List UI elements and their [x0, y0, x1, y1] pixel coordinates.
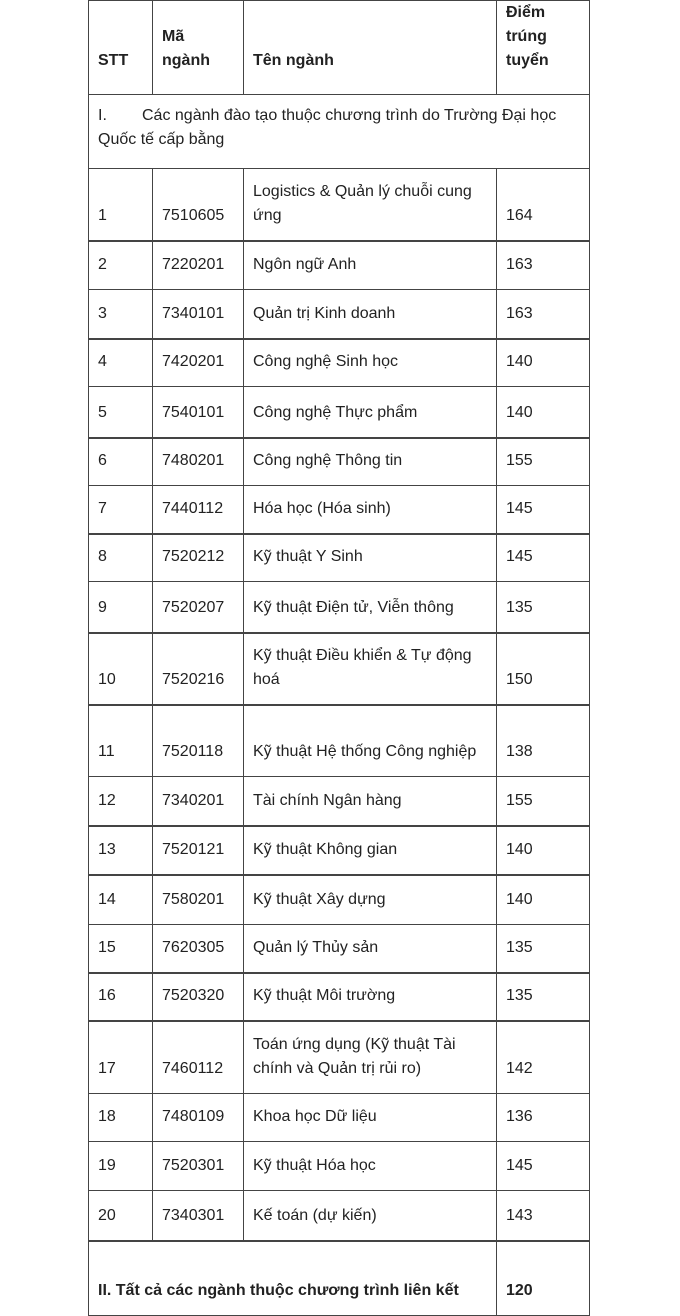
table-row: [89, 1021, 590, 1094]
stt-cell: 19: [89, 1142, 153, 1191]
diem-cell: 140: [497, 826, 590, 875]
ten-nganh-cell: Logistics & Quản lý chuỗi cung ứng: [244, 169, 497, 241]
stt-cell: 11: [89, 705, 153, 777]
stt-cell: 6: [89, 438, 153, 486]
table-row: [89, 777, 590, 826]
ma-nganh-cell: 7580201: [153, 875, 244, 925]
section-1-row: [89, 95, 590, 169]
ma-nganh-cell: 7540101: [153, 387, 244, 438]
header-stt: STT: [89, 1, 153, 95]
stt-cell: 8: [89, 534, 153, 582]
table-row: [89, 925, 590, 973]
ten-nganh-cell: Tài chính Ngân hàng: [244, 777, 497, 826]
ten-nganh-cell: Quản lý Thủy sản: [244, 925, 497, 973]
ma-nganh-cell: 7220201: [153, 241, 244, 290]
section-1-title: Các ngành đào tạo thuộc chương trình do Trường Đại học Quốc tế cấp bằng: [98, 107, 557, 148]
stt-cell: 13: [89, 826, 153, 875]
table-row: [89, 290, 590, 339]
diem-cell: 142: [497, 1021, 590, 1094]
ten-nganh-cell: Kỹ thuật Môi trường: [244, 973, 497, 1021]
ten-nganh-cell: Kỹ thuật Điều khiển & Tự động hoá: [244, 633, 497, 705]
stt-cell: 17: [89, 1021, 153, 1094]
diem-cell: 150: [497, 633, 590, 705]
diem-cell: 155: [497, 438, 590, 486]
table-row: [89, 438, 590, 486]
table-row: [89, 1191, 590, 1241]
admission-score-table: [88, 0, 590, 1316]
ten-nganh-cell: Khoa học Dữ liệu: [244, 1094, 497, 1142]
ma-nganh-cell: 7520212: [153, 534, 244, 582]
stt-cell: 12: [89, 777, 153, 826]
ma-nganh-cell: 7340101: [153, 290, 244, 339]
diem-cell: 140: [497, 387, 590, 438]
diem-cell: 163: [497, 241, 590, 290]
table-header-row: [89, 1, 590, 95]
section-2-score: 120: [497, 1241, 590, 1316]
ten-nganh-cell: Quản trị Kinh doanh: [244, 290, 497, 339]
stt-cell: 10: [89, 633, 153, 705]
ma-nganh-cell: 7420201: [153, 339, 244, 387]
ma-nganh-cell: 7520301: [153, 1142, 244, 1191]
diem-cell: 164: [497, 169, 590, 241]
ma-nganh-cell: 7520320: [153, 973, 244, 1021]
table-row: [89, 875, 590, 925]
stt-cell: 16: [89, 973, 153, 1021]
diem-cell: 145: [497, 1142, 590, 1191]
stt-cell: 18: [89, 1094, 153, 1142]
ma-nganh-cell: 7520121: [153, 826, 244, 875]
ma-nganh-cell: 7460112: [153, 1021, 244, 1094]
diem-cell: 136: [497, 1094, 590, 1142]
ten-nganh-cell: Kỹ thuật Hóa học: [244, 1142, 497, 1191]
stt-cell: 15: [89, 925, 153, 973]
table-row: [89, 705, 590, 777]
header-diem-trung-tuyen: Điểm trúng tuyển: [497, 1, 590, 95]
ma-nganh-cell: 7520118: [153, 705, 244, 777]
section-2-title: II. Tất cả các ngành thuộc chương trình liên kết: [89, 1241, 497, 1316]
ten-nganh-cell: Kỹ thuật Hệ thống Công nghiệp: [244, 705, 497, 777]
stt-cell: 1: [89, 169, 153, 241]
diem-cell: 143: [497, 1191, 590, 1241]
diem-cell: 145: [497, 534, 590, 582]
diem-cell: 135: [497, 582, 590, 633]
ma-nganh-cell: 7620305: [153, 925, 244, 973]
header-ten-nganh: Tên ngành: [244, 1, 497, 95]
ten-nganh-cell: Kỹ thuật Không gian: [244, 826, 497, 875]
ten-nganh-cell: Công nghệ Sinh học: [244, 339, 497, 387]
ten-nganh-cell: Kỹ thuật Y Sinh: [244, 534, 497, 582]
ma-nganh-cell: 7480109: [153, 1094, 244, 1142]
ten-nganh-cell: Kế toán (dự kiến): [244, 1191, 497, 1241]
section-1-heading: [89, 95, 590, 169]
stt-cell: 20: [89, 1191, 153, 1241]
ten-nganh-cell: Công nghệ Thông tin: [244, 438, 497, 486]
table-row: [89, 973, 590, 1021]
ma-nganh-cell: 7440112: [153, 486, 244, 534]
stt-cell: 14: [89, 875, 153, 925]
section-2-row: [89, 1241, 590, 1316]
stt-cell: 7: [89, 486, 153, 534]
table-row: [89, 534, 590, 582]
ten-nganh-cell: Kỹ thuật Điện tử, Viễn thông: [244, 582, 497, 633]
ten-nganh-cell: Hóa học (Hóa sinh): [244, 486, 497, 534]
ma-nganh-cell: 7340201: [153, 777, 244, 826]
diem-cell: 135: [497, 925, 590, 973]
table-row: [89, 633, 590, 705]
table-row: [89, 1142, 590, 1191]
stt-cell: 2: [89, 241, 153, 290]
table-row: [89, 486, 590, 534]
stt-cell: 5: [89, 387, 153, 438]
table-row: [89, 1094, 590, 1142]
diem-cell: 138: [497, 705, 590, 777]
ma-nganh-cell: 7520216: [153, 633, 244, 705]
ma-nganh-cell: 7480201: [153, 438, 244, 486]
ten-nganh-cell: Ngôn ngữ Anh: [244, 241, 497, 290]
table-row: [89, 339, 590, 387]
ten-nganh-cell: Công nghệ Thực phẩm: [244, 387, 497, 438]
stt-cell: 9: [89, 582, 153, 633]
stt-cell: 4: [89, 339, 153, 387]
diem-cell: 140: [497, 339, 590, 387]
ten-nganh-cell: Toán ứng dụng (Kỹ thuật Tài chính và Quản trị rủi ro): [244, 1021, 497, 1094]
diem-cell: 163: [497, 290, 590, 339]
diem-cell: 135: [497, 973, 590, 1021]
diem-cell: 155: [497, 777, 590, 826]
ma-nganh-cell: 7510605: [153, 169, 244, 241]
header-ma-nganh: Mã ngành: [153, 1, 244, 95]
diem-cell: 140: [497, 875, 590, 925]
diem-cell: 145: [497, 486, 590, 534]
stt-cell: 3: [89, 290, 153, 339]
ma-nganh-cell: 7340301: [153, 1191, 244, 1241]
table-row: [89, 241, 590, 290]
ten-nganh-cell: Kỹ thuật Xây dựng: [244, 875, 497, 925]
table-row: [89, 169, 590, 241]
section-1-number: I.: [98, 107, 107, 124]
table-row: [89, 826, 590, 875]
table-row: [89, 582, 590, 633]
ma-nganh-cell: 7520207: [153, 582, 244, 633]
table-row: [89, 387, 590, 438]
